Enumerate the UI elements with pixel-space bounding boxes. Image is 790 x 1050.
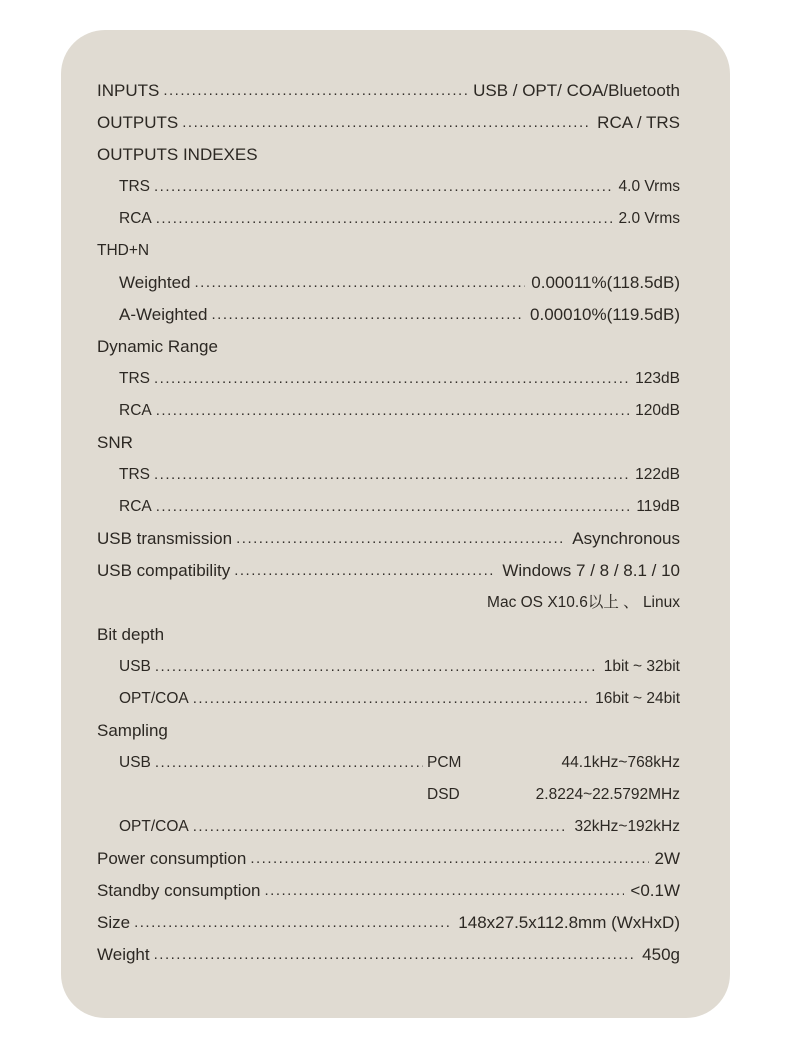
spec-row [97,266,680,298]
spec-label: SNR [97,433,133,452]
spec-row [97,778,680,810]
spec-label: Size [97,913,131,932]
spec-value: 4.0 Vrms [618,178,680,195]
spec-value: Windows 7 / 8 / 8.1 / 10 [502,561,680,580]
spec-row [97,906,680,938]
spec-label: RCA [119,498,152,515]
spec-label: Weighted [119,273,191,292]
dot-leader [234,556,496,586]
spec-label: OUTPUTS [97,113,179,132]
spec-label: Dynamic Range [97,337,218,356]
spec-row [97,170,680,202]
spec-value: Mac OS X10.6以上 、 Linux [487,594,680,611]
spec-value: 120dB [635,402,680,419]
spec-label: USB [119,754,151,771]
spec-value: <0.1W [630,881,680,900]
spec-row [97,938,680,970]
spec-row [97,362,680,394]
dot-leader [193,812,569,842]
spec-label: OPT/COA [119,690,189,707]
dot-leader [154,364,629,394]
spec-label: Standby consumption [97,881,261,900]
dot-leader [154,172,613,202]
spec-value: Asynchronous [572,529,680,548]
spec-row [97,426,680,458]
spec-row [97,746,680,778]
spec-value: 44.1kHz~768kHz [561,754,680,771]
spec-row [97,554,680,586]
spec-label: Power consumption [97,849,247,868]
spec-value: 0.00010%(119.5dB) [530,305,680,324]
spec-value: 1bit ~ 32bit [603,658,680,675]
spec-row [97,874,680,906]
spec-row [97,586,680,618]
spec-value: 2W [654,849,680,868]
dot-leader [156,396,629,426]
spec-label: INPUTS [97,81,160,100]
spec-value: RCA / TRS [597,113,680,132]
spec-value: 148x27.5x112.8mm (WxHxD) [458,913,680,932]
spec-label: Weight [97,945,150,964]
spec-card [61,30,730,1018]
spec-label: Bit depth [97,625,165,644]
spec-value: 450g [642,945,680,964]
dot-leader [155,652,598,682]
spec-row [97,330,680,362]
dot-leader [193,684,589,714]
dot-leader [236,524,566,554]
spec-value: 2.8224~22.5792MHz [535,786,680,803]
spec-row [97,714,680,746]
spec-value: 119dB [636,498,680,515]
spec-row [97,810,680,842]
spec-value: 32kHz~192kHz [574,818,680,835]
spec-subkey: DSD [427,786,460,803]
dot-leader [156,204,613,234]
spec-value: 2.0 Vrms [618,210,680,227]
spec-label: RCA [119,210,152,227]
dot-leader [156,492,631,522]
spec-label: RCA [119,402,152,419]
spec-row [97,842,680,874]
spec-row [97,74,680,106]
spec-value: 0.00011%(118.5dB) [531,273,680,292]
dot-leader [212,300,525,330]
spec-row [97,298,680,330]
spec-label: USB [119,658,151,675]
spec-row [97,490,680,522]
spec-row [97,394,680,426]
spec-row [97,202,680,234]
spec-row [97,458,680,490]
spec-row [97,106,680,138]
spec-value: 122dB [635,466,680,483]
spec-row [97,234,680,266]
spec-label: TRS [119,178,150,195]
spec-row [97,682,680,714]
spec-row [97,522,680,554]
spec-label: TRS [119,466,150,483]
dot-leader [134,908,452,938]
spec-value: 16bit ~ 24bit [595,690,680,707]
dot-leader [155,748,423,778]
dot-leader [154,940,637,970]
spec-label: A-Weighted [119,305,208,324]
spec-value: USB / OPT/ COA/Bluetooth [473,81,680,100]
spec-label: USB compatibility [97,561,231,580]
spec-label: USB transmission [97,529,233,548]
spec-value: 123dB [635,370,680,387]
spec-label: OPT/COA [119,818,189,835]
spec-row [97,618,680,650]
spec-label: OUTPUTS INDEXES [97,145,258,164]
dot-leader [154,460,629,490]
dot-leader [195,268,526,298]
spec-row [97,650,680,682]
dot-leader [265,876,625,906]
spec-label: THD+N [97,242,150,259]
dot-leader [250,844,648,874]
dot-leader [163,76,467,106]
dot-leader [182,108,591,138]
spec-label: TRS [119,370,150,387]
spec-subkey: PCM [427,754,462,771]
spec-row [97,138,680,170]
spec-label: Sampling [97,721,168,740]
